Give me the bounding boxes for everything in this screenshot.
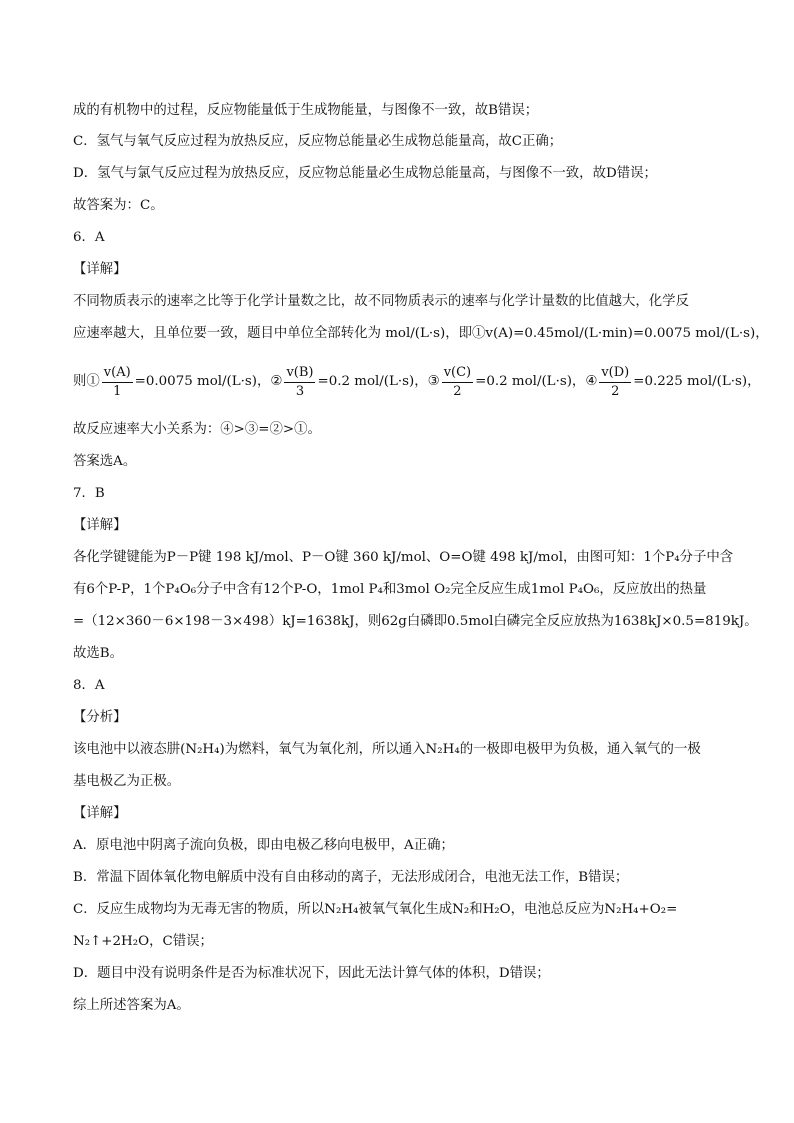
fraction-numerator: v(A) [102, 364, 133, 383]
fraction-denominator: 2 [453, 383, 462, 399]
text-line: D．氢气与氯气反应过程为放热反应，反应物总能量必生成物总能量高，与图像不一致，故D错误； [73, 166, 657, 181]
text-line: C．氢气与氧气反应过程为放热反应，反应物总能量必生成物总能量高，故C正确； [73, 134, 563, 149]
text-line: 有6个P-P，1个P₄O₆分子中含有12个P-O，1mol P₄和3mol O₂完全反应生成1mol P₄O₆，反应放出的热量 [73, 582, 707, 597]
text-line: 应速率越大，且单位要一致，题目中单位全部转化为 mol/(L·s)，即①v(A)=0.45mol/(L·min)=0.0075 mol/(L·s)， [73, 326, 769, 341]
fraction-numerator: v(B) [284, 364, 315, 383]
text-line: =（12×360－6×198－3×498）kJ=1638kJ，则62g白磷即0.5mol白磷完全反应放热为1638kJ×0.5=819kJ。 [73, 614, 758, 629]
section-heading: 【分析】 [73, 710, 127, 725]
text-line: 成的有机物中的过程，反应物能量低于生成物能量，与图像不一致，故B错误； [73, 103, 539, 118]
question-number: 7．B [73, 486, 105, 501]
fraction-value: =0.225 mol/(L·s)， [633, 374, 761, 389]
fraction-value: =0.2 mol/(L·s)， [317, 374, 428, 389]
text-line: 故选B。 [73, 646, 124, 661]
text-line: 故反应速率大小关系为：④>③=②>①。 [73, 422, 321, 437]
circled-number: ③ [427, 374, 440, 389]
section-heading: 【详解】 [73, 806, 127, 821]
text-line: 不同物质表示的速率之比等于化学计量数之比，故不同物质表示的速率与化学计量数的比值越大，化学反 [73, 294, 689, 309]
fraction-equation-line [73, 360, 761, 404]
fraction-value: =0.2 mol/(L·s)， [475, 374, 586, 389]
question-number: 6．A [73, 230, 105, 245]
fraction-prefix: 则① [73, 374, 100, 389]
question-number: 8．A [73, 678, 105, 693]
fraction-denominator: 3 [295, 383, 305, 399]
text-line: 各化学键键能为P－P键 198 kJ/mol、P－O键 360 kJ/mol、O=O键 498 kJ/mol，由图可知：1个P₄分子中含 [73, 550, 734, 565]
text-line: A．原电池中阴离子流向负极，即由电极乙移向电极甲，A正确； [73, 838, 454, 853]
text-line: 答案选A。 [73, 454, 137, 469]
text-line: D．题目中没有说明条件是否为标准状况下，因此无法计算气体的体积，D错误； [73, 966, 550, 981]
circled-number: ④ [585, 374, 598, 389]
fraction [102, 364, 133, 401]
circled-number: ② [270, 374, 283, 389]
fraction [284, 364, 315, 401]
text-line: 基电极乙为正极。 [73, 774, 181, 789]
text-line: N₂↑+2H₂O，C错误； [73, 934, 213, 949]
section-heading: 【详解】 [73, 518, 127, 533]
fraction [442, 364, 473, 401]
fraction [599, 364, 631, 401]
text-line: 综上所述答案为A。 [73, 998, 190, 1013]
fraction-numerator: v(C) [442, 364, 473, 383]
fraction-value: =0.0075 mol/(L·s)， [134, 374, 271, 389]
fraction-denominator: 2 [611, 383, 620, 399]
section-heading: 【详解】 [73, 262, 127, 277]
text-line: B．常温下固体氧化物电解质中没有自由移动的离子，无法形成闭合，电池无法工作，B错误； [73, 870, 629, 885]
text-line: C．反应生成物均为无毒无害的物质，所以N₂H₄被氧气氧化生成N₂和H₂O，电池总反应为N₂H₄+O₂= [73, 902, 678, 917]
fraction-denominator: 1 [113, 383, 122, 399]
fraction-numerator: v(D) [599, 364, 631, 383]
text-line: 该电池中以液态肼(N₂H₄)为燃料，氧气为氧化剂，所以通入N₂H₄的一极即电极甲为负极，通入氧气的一极 [73, 742, 701, 757]
text-line: 故答案为：C。 [73, 198, 164, 213]
